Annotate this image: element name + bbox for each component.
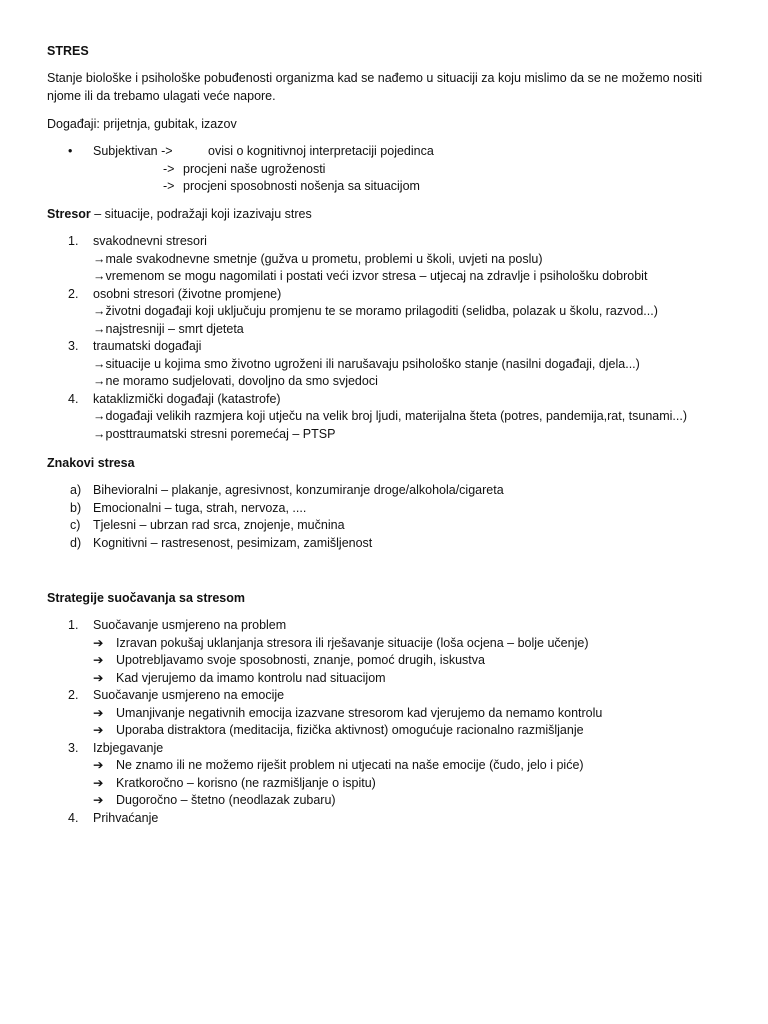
list-subitem-text: male svakodnevne smetnje (gužva u prometu, problemi u školi, uvjeti na poslu) [105,251,543,266]
stressor-term: Stresor [47,207,91,221]
list-subitem-text: Ne znamo ili ne možemo riješit problem ni utjecati na naše emocije (čudo, jelo i piće) [116,758,584,772]
subjective-line: procjeni naše ugroženosti [183,161,326,176]
arrow-icon: ➔ [93,758,104,772]
subjective-line: ovisi o kognitivnoj interpretaciji pojedinca [208,144,434,158]
stressor-text: – situacije, podražaji koji izazivaju stres [90,207,312,221]
list-subitem-text: Uporaba distraktora (meditacija, fizička aktivnost) omogućuje racionalno razmišljanje [116,723,584,737]
stress-definition: Stanje biološke i psihološke pobuđenosti organizma kad se nađemo u situaciji za koju mislimo da se ne možemo nositi njome ili da trebamo ulagati veće napore. [47,71,703,103]
list-number: 1. [68,234,79,248]
arrow-icon: ➔ [93,775,104,790]
list-subitem [93,303,658,321]
list-subitem-text: Upotrebljavamo svoje sposobnosti, znanje, pomoć drugih, iskustva [116,653,485,667]
arrow-icon: → [93,321,106,336]
list-item-label: Prihvaćanje [93,810,159,825]
list-subitem-text: Izravan pokušaj uklanjanja stresora ili rješavanje situacije (loša ocjena – bolje učenje) [116,635,589,650]
document-title: STRES [47,44,89,58]
list-subitem-text: Kad vjerujemo da imamo kontrolu nad situacijom [116,670,386,685]
list-letter: d) [70,535,82,550]
list-item-label: kataklizmički događaji (katastrofe) [93,391,281,406]
list-subitem-text: Dugoročno – štetno (neodlazak zubaru) [116,793,336,807]
list-subitem [93,251,543,269]
bullet-dot: • [68,144,73,158]
list-subitem-text: situacije u kojima smo životno ugroženi ili narušavaju psihološko stanje (nasilni događaji, djela...) [105,356,640,371]
sign-item: Emocionalni – tuga, strah, nervoza, .... [93,500,307,515]
list-subitem-text: životni događaji koji uključuju promjenu te se moramo prilagoditi (selidba, polazak u školu, razvod...) [105,304,658,318]
coping-heading: Strategije suočavanja sa stresom [47,591,246,605]
arrow-icon: ➔ [93,670,104,685]
list-item-label: Izbjegavanje [93,740,164,755]
list-item-label: Suočavanje usmjereno na emocije [93,688,285,702]
list-number: 4. [68,810,79,825]
arrow-icon: ➔ [93,635,104,650]
list-number: 3. [68,339,79,353]
list-subitem-text: Kratkoročno – korisno (ne razmišljanje o ispitu) [116,775,376,790]
arrow-icon: ➔ [93,653,104,667]
list-subitem-text: najstresniji – smrt djeteta [105,321,244,336]
arrow-icon: ➔ [93,705,104,720]
list-item-label: osobni stresori (životne promjene) [93,286,282,301]
signs-heading: Znakovi stresa [47,456,135,470]
list-item-label: Suočavanje usmjereno na problem [93,618,287,632]
sign-item: Bihevioralni – plakanje, agresivnost, konzumiranje droge/alkohola/cigareta [93,483,504,497]
arrow-icon: ➔ [93,793,104,807]
list-subitem-text: posttraumatski stresni poremećaj – PTSP [105,426,336,441]
list-number: 2. [68,688,79,702]
list-item-label: svakodnevni stresori [93,234,207,248]
subjective-label: Subjektivan -> [93,144,173,158]
list-subitem [93,268,647,286]
arrow-icon: → [93,269,106,283]
arrow-icon: → [93,304,106,318]
list-letter: c) [70,518,81,532]
list-letter: b) [70,500,82,515]
list-subitem [93,321,244,339]
list-subitem-text: ne moramo sudjelovati, dovoljno da smo svjedoci [105,374,378,388]
arrow-icon: → [93,409,106,423]
arrow-icon: ➔ [93,723,104,737]
arrow-icon: → [93,356,106,371]
list-number: 1. [68,618,79,632]
list-subitem [93,356,640,374]
list-subitem-text: događaji velikih razmjera koji utječu na velik broj ljudi, materijalna šteta (potres, pandemija,rat, tsunami...) [105,409,688,423]
arrow-icon: → [93,374,106,388]
stressor-definition [47,206,312,224]
list-number: 4. [68,391,79,406]
list-number: 3. [68,740,79,755]
sign-item: Tjelesni – ubrzan rad srca, znojenje, mučnina [93,518,345,532]
list-subitem-text: Umanjivanje negativnih emocija izazvane stresorom kad vjerujemo da nemamo kontrolu [116,705,603,720]
list-letter: a) [70,483,82,497]
events-line: Događaji: prijetnja, gubitak, izazov [47,117,237,131]
arrow-icon: → [93,251,106,266]
list-item-label: traumatski događaji [93,339,202,353]
sign-item: Kognitivni – rastresenost, pesimizam, zamišljenost [93,535,373,550]
subjective-line: procjeni sposobnosti nošenja sa situacijom [183,179,420,193]
list-subitem-text: vremenom se mogu nagomilati i postati veći izvor stresa – utjecaj na zdravlje i psihološku dobrobit [105,269,648,283]
list-subitem [93,426,335,444]
list-number: 2. [68,286,79,301]
arrow-icon: → [93,426,106,441]
list-subitem [93,373,378,391]
subjective-arrow: -> [163,179,175,193]
list-subitem [93,408,687,426]
subjective-arrow: -> [163,161,175,176]
